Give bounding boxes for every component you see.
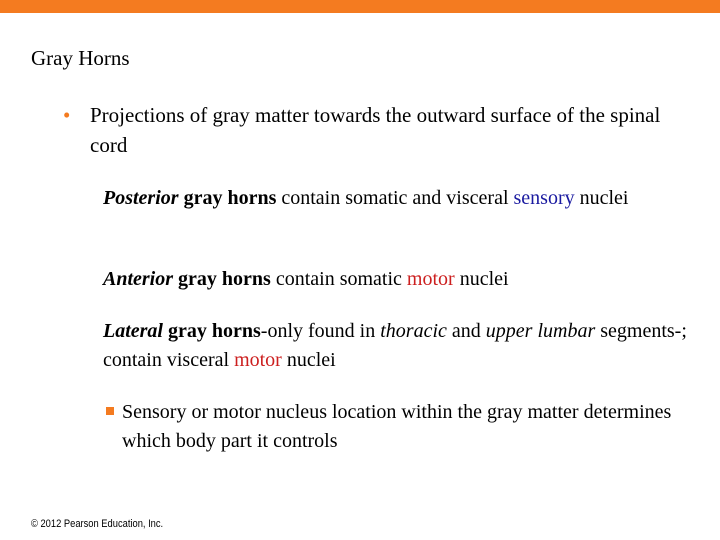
- lateral-motor-highlight: motor: [234, 349, 282, 371]
- lateral-text-1: -only found in: [260, 320, 381, 342]
- lateral-text-4: nuclei: [281, 349, 336, 371]
- lateral-horns-text: [103, 317, 703, 375]
- posterior-horns-text: [103, 184, 703, 213]
- posterior-term: Posterior: [103, 187, 179, 209]
- sub-sub-bullet-text: Sensory or motor nucleus location within the gray matter determines which body part it controls: [122, 401, 672, 452]
- posterior-bold: gray horns: [178, 187, 277, 209]
- posterior-text-2: nuclei: [574, 187, 629, 209]
- upper-lumbar-term: upper lumbar: [485, 320, 596, 342]
- anterior-motor-highlight: motor: [406, 268, 455, 290]
- square-bullet-icon: [106, 407, 114, 415]
- lateral-text-3: segments-; contain visceral: [103, 320, 687, 371]
- slide-title: Gray Horns: [31, 46, 130, 70]
- posterior-text-1: contain somatic and visceral: [276, 187, 514, 209]
- anterior-term: Anterior: [103, 268, 174, 290]
- top-accent-bar: [0, 0, 720, 13]
- anterior-text-2: nuclei: [454, 268, 509, 290]
- copyright-footer: © 2012 Pearson Education, Inc.: [31, 518, 164, 530]
- lateral-term: Lateral: [103, 320, 163, 342]
- main-bullet-text: Projections of gray matter towards the outward surface of the spinal cord: [90, 103, 661, 157]
- anterior-bold: gray horns: [173, 268, 271, 290]
- lateral-bold: gray horns: [163, 320, 261, 342]
- sensory-highlight: sensory: [513, 187, 575, 209]
- round-bullet-icon: •: [63, 103, 71, 127]
- lateral-text-2: and: [446, 320, 486, 342]
- anterior-text-1: contain somatic: [270, 268, 407, 290]
- thoracic-term: thoracic: [380, 320, 447, 342]
- anterior-horns-text: [103, 265, 703, 294]
